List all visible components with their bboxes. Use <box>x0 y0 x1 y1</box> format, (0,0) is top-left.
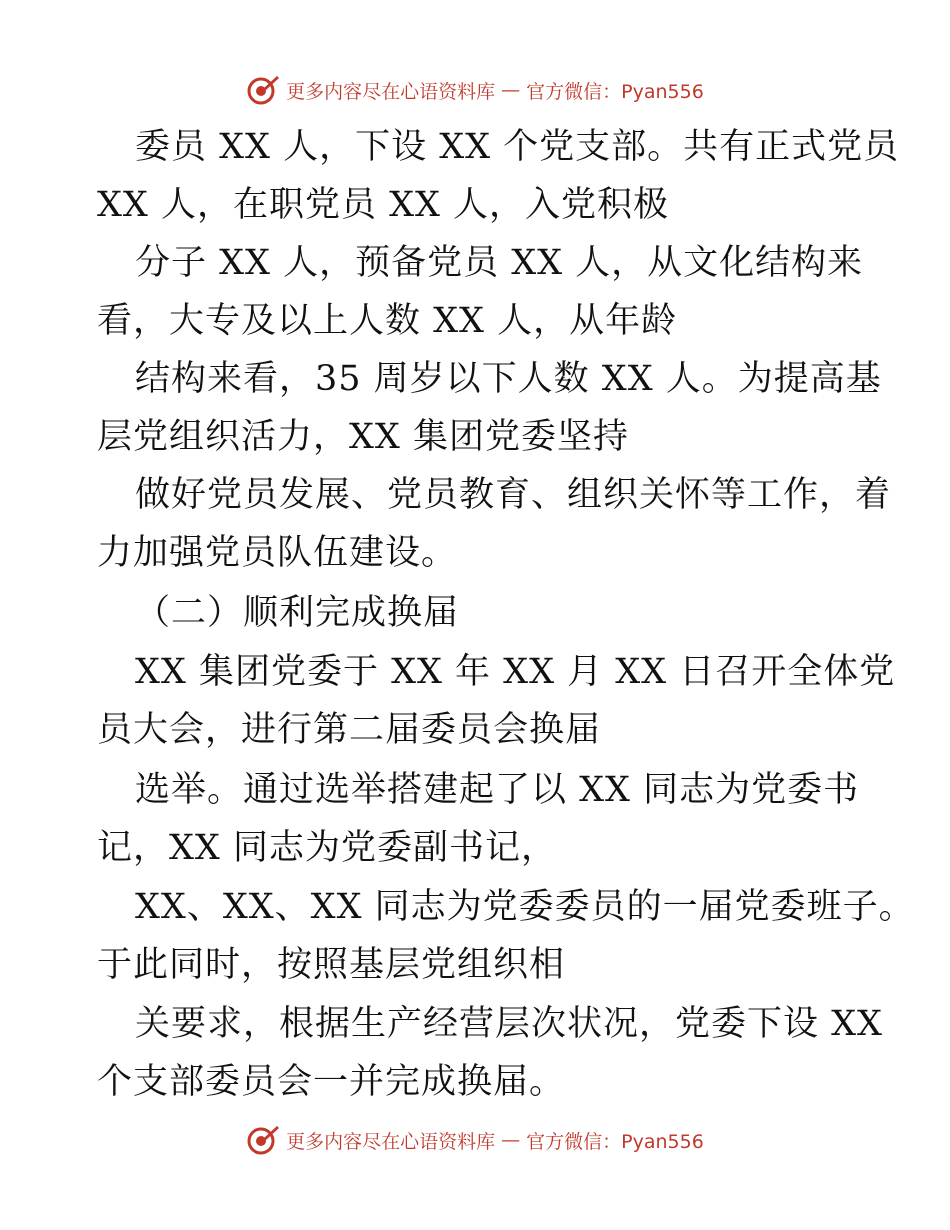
watermark-text: 更多内容尽在心语资料库 <box>286 1130 496 1153</box>
pen-logo-icon <box>246 1123 280 1157</box>
paragraph-line: 关要求，根据生产经营层次状况，党委下设 XX <box>135 1004 883 1044</box>
paragraph-line: 个支部委员会一并完成换届。 <box>97 1062 566 1102</box>
section-heading: （二）顺利完成换届 <box>135 593 460 633</box>
paragraph-line: 于此同时，按照基层党组织相 <box>97 945 566 985</box>
watermark-text: 更多内容尽在心语资料库 <box>286 80 496 103</box>
paragraph-line: 层党组织活力，XX 集团党委坚持 <box>97 417 629 457</box>
paragraph-line: 力加强党员队伍建设。 <box>97 533 458 573</box>
paragraph-line: 结构来看，35 周岁以下人数 XX 人。为提高基 <box>135 359 882 399</box>
paragraph-line: 做好党员发展、党员教育、组织关怀等工作，着 <box>135 475 892 515</box>
paragraph-line: 分子 XX 人，预备党员 XX 人，从文化结构来 <box>135 243 864 283</box>
paragraph-line: 选举。通过选举搭建起了以 XX 同志为党委书 <box>135 770 860 810</box>
paragraph-line: 记，XX 同志为党委副书记， <box>97 828 557 868</box>
watermark-separator: — <box>501 79 521 101</box>
paragraph-line: XX 集团党委于 XX 年 XX 月 XX 日召开全体党 <box>135 652 896 692</box>
watermark-separator: — <box>501 1129 521 1151</box>
paragraph-line: 看，大专及以上人数 XX 人，从年龄 <box>97 301 678 341</box>
watermark-wechat: 官方微信：Pyan556 <box>526 80 704 103</box>
pen-logo-icon <box>246 73 280 107</box>
footer-watermark <box>0 1122 950 1158</box>
paragraph-line: XX 人，在职党员 XX 人，入党积极 <box>97 185 670 225</box>
paragraph-line: 员大会，进行第二届委员会换届 <box>97 710 602 750</box>
paragraph-line: 委员 XX 人，下设 XX 个党支部。共有正式党员 <box>135 127 900 167</box>
paragraph-line: XX、XX、XX 同志为党委委员的一届党委班子。 <box>135 887 915 927</box>
header-watermark <box>0 72 950 108</box>
watermark-wechat: 官方微信：Pyan556 <box>526 1130 704 1153</box>
